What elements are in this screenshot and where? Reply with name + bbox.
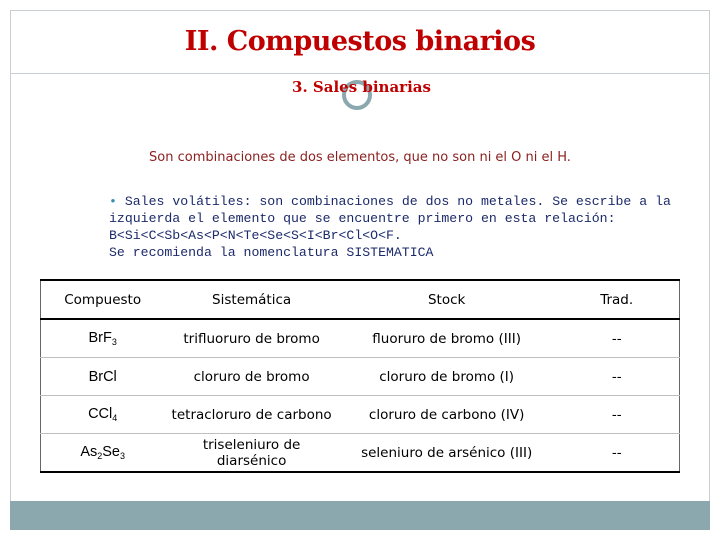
formula-text: CCl xyxy=(88,406,113,422)
table-header-row xyxy=(41,280,680,319)
trad-cell: -- xyxy=(611,444,622,461)
table-row xyxy=(41,319,680,358)
formula-subscript: 3 xyxy=(120,451,126,461)
header-divider xyxy=(10,73,710,74)
stock-cell: fluoruro de bromo (III) xyxy=(339,319,555,358)
word: escribe xyxy=(575,194,632,209)
formula-subscript: 2 xyxy=(97,451,103,461)
trad-cell: -- xyxy=(554,358,679,396)
word: Se xyxy=(552,194,569,209)
word: la xyxy=(655,194,671,209)
sistematica-cell: tetracloruro de carbono xyxy=(164,396,339,434)
bullet-line-1 xyxy=(109,193,671,210)
recommendation: Se recomienda la nomenclatura SISTEMATICA xyxy=(109,245,434,260)
formula-text: Se xyxy=(102,444,120,460)
formula-subscript: 4 xyxy=(112,413,118,423)
trad-cell: -- xyxy=(554,396,679,434)
bullet-term: Sales volátiles xyxy=(124,194,244,209)
sistematica-cell: triseleniuro de diarsénico xyxy=(202,436,301,469)
word: metales. xyxy=(480,194,545,209)
footer-bar xyxy=(10,501,710,530)
word: combinaciones xyxy=(291,194,394,209)
formula-subscript: 3 xyxy=(111,337,117,347)
header-trad: Trad. xyxy=(554,280,679,319)
slide-title: II. Compuestos binarios xyxy=(184,26,536,57)
header-compuesto: Compuesto xyxy=(41,280,165,319)
bullet-icon: • xyxy=(109,194,117,209)
stock-cell: cloruro de bromo (I) xyxy=(339,358,555,396)
nomenclature-table xyxy=(40,279,680,473)
formula-cell xyxy=(41,319,165,358)
stock-cell: seleniuro de arsénico (III) xyxy=(361,444,533,461)
word: a xyxy=(639,194,648,209)
bullet-lead xyxy=(109,193,251,210)
word: dos xyxy=(425,194,450,209)
table-row xyxy=(41,358,680,396)
slide-subtitle: 3. Sales binarias xyxy=(292,78,431,96)
formula-text: BrCl xyxy=(88,368,117,385)
formula-text: As xyxy=(80,444,98,460)
formula-cell xyxy=(41,358,165,396)
table-row xyxy=(41,396,680,434)
formula-cell xyxy=(41,396,165,434)
header-sistematica: Sistemática xyxy=(164,280,339,319)
word: no xyxy=(457,194,474,209)
header-stock: Stock xyxy=(339,280,555,319)
formula-text: BrF xyxy=(88,330,112,346)
word: son xyxy=(259,194,284,209)
element-order: B<Si<C<Sb<As<P<N<Te<Se<S<I<Br<Cl<O<F. xyxy=(109,228,402,243)
sistematica-cell: trifluoruro de bromo xyxy=(164,319,339,358)
bullet-line-2: izquierda el elemento que se encuentre primero en esta relación: xyxy=(109,211,616,226)
intro-text: Son combinaciones de dos elementos, que no son ni el O ni el H. xyxy=(149,150,571,165)
table-row xyxy=(41,434,680,473)
stock-cell: cloruro de carbono (IV) xyxy=(339,396,555,434)
colon: : xyxy=(243,194,252,209)
sistematica-cell: cloruro de bromo xyxy=(164,358,339,396)
bullet-block xyxy=(109,193,671,261)
word: de xyxy=(401,194,418,209)
formula-cell xyxy=(41,434,165,473)
trad-cell: -- xyxy=(554,319,679,358)
